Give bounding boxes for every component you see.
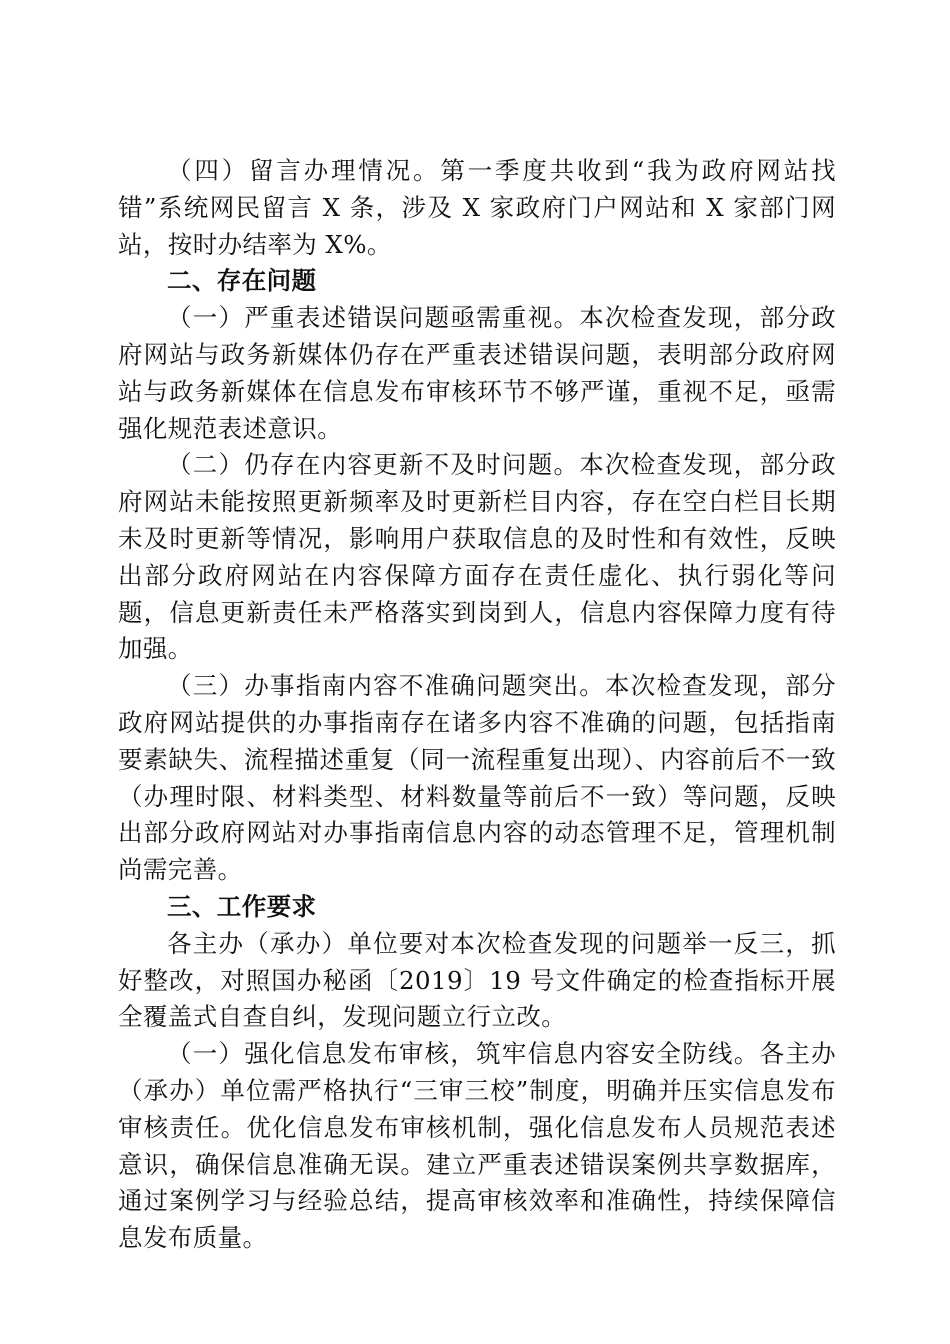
paragraph-message-handling: （四）留言办理情况。第一季度共收到“我为政府网站找错”系统网民留言 X 条，涉及 X 家政府门户网站和 X 家部门网站，按时办结率为 X%。 (118, 156, 836, 259)
document-body (118, 153, 836, 1257)
paragraph-content-updates: （二）仍存在内容更新不及时问题。本次检查发现，部分政府网站未能按照更新频率及时更新栏目内容，存在空白栏目长期未及时更新等情况，影响用户获取信息的及时性和有效性，反映出部分政府网站在内容保障方面存在责任虚化、执行弱化等问题，信息更新责任未严格落实到岗到人，信息内容保障力度有待加强。 (118, 450, 836, 664)
paragraph-publishing-review: （一）强化信息发布审核，筑牢信息内容安全防线。各主办（承办）单位需严格执行“三审三校”制度，明确并压实信息发布审核责任。优化信息发布审核机制，强化信息发布人员规范表述意识，确保信息准确无误。建立严重表述错误案例共享数据库，通过案例学习与经验总结，提高审核效率和准确性，持续保障信息发布质量。 (118, 1039, 836, 1253)
paragraph-service-guides: （三）办事指南内容不准确问题突出。本次检查发现，部分政府网站提供的办事指南存在诸多内容不准确的问题，包括指南要素缺失、流程描述重复（同一流程重复出现）、内容前后不一致（办理时限、材料类型、材料数量等前后不一致）等问题，反映出部分政府网站对办事指南信息内容的动态管理不足，管理机制尚需完善。 (118, 671, 836, 885)
section-heading-work-requirements: 三、工作要求 (167, 891, 317, 921)
section-heading-existing-problems: 二、存在问题 (167, 266, 317, 296)
paragraph-rectification: 各主办（承办）单位要对本次检查发现的问题举一反三，抓好整改，对照国办秘函〔2019〕19 号文件确定的检查指标开展全覆盖式自查自纠，发现问题立行立改。 (118, 928, 836, 1032)
paragraph-serious-errors: （一）严重表述错误问题亟需重视。本次检查发现，部分政府网站与政务新媒体仍存在严重表述错误问题，表明部分政府网站与政务新媒体在信息发布审核环节不够严谨，重视不足，亟需强化规范表述意识。 (118, 303, 836, 443)
